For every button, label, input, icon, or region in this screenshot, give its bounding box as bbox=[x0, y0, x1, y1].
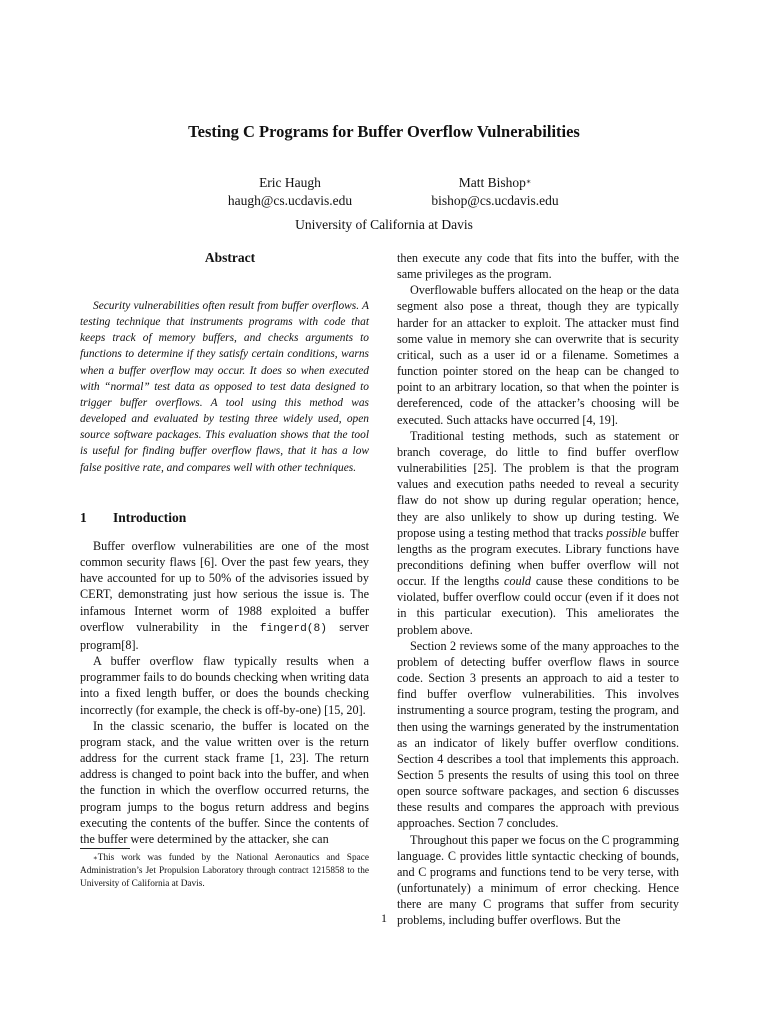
emphasis-possible: possible bbox=[606, 525, 647, 540]
paper-title: Testing C Programs for Buffer Overflow Vulnerabilities bbox=[188, 122, 580, 141]
author-2-footnote-mark: ∗ bbox=[525, 177, 532, 186]
section-number: 1 bbox=[80, 510, 87, 525]
right-paragraph-2: Traditional testing methods, such as statement or branch coverage, do little to find buffer overflow vulnerabilities [25]. The problem is that the program values and execution paths needed to reveal a security flaw do not show up during regular operation; hence, they are also unlikely to show up during testing. We propose using a testing method that tracks possible buffer lengths as the program executes. Library functions have preconditions defining when buffer overflow will not occur. If the lengths could cause these conditions to be violated, buffer overflow could occur (even if it does not in this particular execution). This ameliorates the problem above. bbox=[397, 428, 679, 637]
section-title: Introduction bbox=[113, 510, 187, 525]
left-column bbox=[80, 298, 369, 476]
intro-paragraph-3: In the classic scenario, the buffer is located on the program stack, and the value written over is the return address for the current stack frame [1, 23]. The return address is changed to point back into the buffer, and when the function in which the overflow occurred returns, the program jumps to the bogus return address and begins executing the contents of the buffer. Since the contents of the buffer were determined by the attacker, she can bbox=[80, 718, 369, 846]
page-number: 1 bbox=[381, 911, 387, 925]
author-2-name: Matt Bishop bbox=[458, 175, 526, 190]
intro-paragraph-2: A buffer overflow flaw typically results when a programmer fails to do bounds checking when writing data into a fixed length buffer, or does the bounds checking incorrectly (for example, the check is off-by-one) [15, 20]. bbox=[80, 654, 369, 717]
abstract-heading: Abstract bbox=[204, 250, 256, 265]
abstract-text: Security vulnerabilities often result from buffer overflows. A testing technique that instruments programs with code that keeps track of memory buffers, and checks arguments to functions to determine if they satisfy certain conditions, warns when a buffer overflow may occur. It does so when executed with “normal” test data as opposed to test data designed to trigger buffer overflows. A tool using this method was developed and evaluated by testing three widely used, open source software packages. This evaluation shows that the tool is useful for finding buffer overflow flaws, that it has a low false positive rate, and compares well with other techniques. bbox=[80, 300, 369, 474]
right-paragraph-4: Throughout this paper we focus on the C programming language. C provides little syntactic checking of bounds, and C programs and functions tend to be very terse, with (unfortunately) a minimum of error checking. Hence there are many C programs that suffer from security problems, including buffer overflows. But the bbox=[397, 832, 679, 928]
author-1-name: Eric Haugh bbox=[259, 175, 321, 190]
intro-paragraph-1: Buffer overflow vulnerabilities are one of the most common security flaws [6]. Over the past few years, they have accounted for up to 50% of the advisories issued by CERT, demonstrating just how serious the issue is. The infamous Internet worm of 1988 exploited a buffer overflow vulnerability in the fingerd(8) server program[8]. bbox=[80, 539, 369, 652]
affiliation: University of California at Davis bbox=[295, 217, 473, 232]
footnote bbox=[80, 852, 369, 892]
right-paragraph-0: then execute any code that fits into the buffer, with the same privileges as the program. bbox=[397, 251, 679, 282]
footnote-text: This work was funded by the National Aeronautics and Space Administration’s Jet Propulsion Laboratory through contract 1215858 to the University of California at Davis. bbox=[80, 853, 369, 890]
footnote-mark: ∗ bbox=[93, 854, 98, 862]
author-1-email: haugh@cs.ucdavis.edu bbox=[227, 193, 353, 208]
author-1 bbox=[190, 174, 390, 210]
right-paragraph-3: Section 2 reviews some of the many approaches to the problem of detecting buffer overflow flaws in source code. Section 3 presents an approach to aid a tester to find buffer overflow vulnerabilities. This involves instrumenting a source program, testing the program, and then using the warnings generated by the instrumentation as an indicator of likely buffer overflow conditions. Section 4 describes a tool that implements this approach. Section 5 presents the results of using this tool on three open source software packages, and section 6 discusses these results and compares the approach with previous approaches. Section 7 concludes. bbox=[397, 638, 679, 831]
inline-code-fingerd: fingerd(8) bbox=[259, 622, 327, 635]
author-2-email: bishop@cs.ucdavis.edu bbox=[431, 193, 559, 208]
author-2 bbox=[395, 174, 595, 210]
section-heading-introduction bbox=[80, 510, 369, 526]
right-column bbox=[397, 250, 679, 929]
introduction-body bbox=[80, 538, 369, 847]
footnote-rule bbox=[80, 848, 130, 849]
emphasis-could: could bbox=[503, 574, 532, 589]
right-paragraph-1: Overflowable buffers allocated on the heap or the data segment also pose a threat, though they are typically harder for an attacker to exploit. The attacker must find some value in memory she can overwrite that is security critical, such as a user id or a filename. Sometimes a function pointer stored on the heap can be changed to point to an arbitrary location, so that when the pointer is dereferenced, code of the attacker’s choosing will be executed. Such attacks have occurred [4, 19]. bbox=[397, 283, 679, 427]
